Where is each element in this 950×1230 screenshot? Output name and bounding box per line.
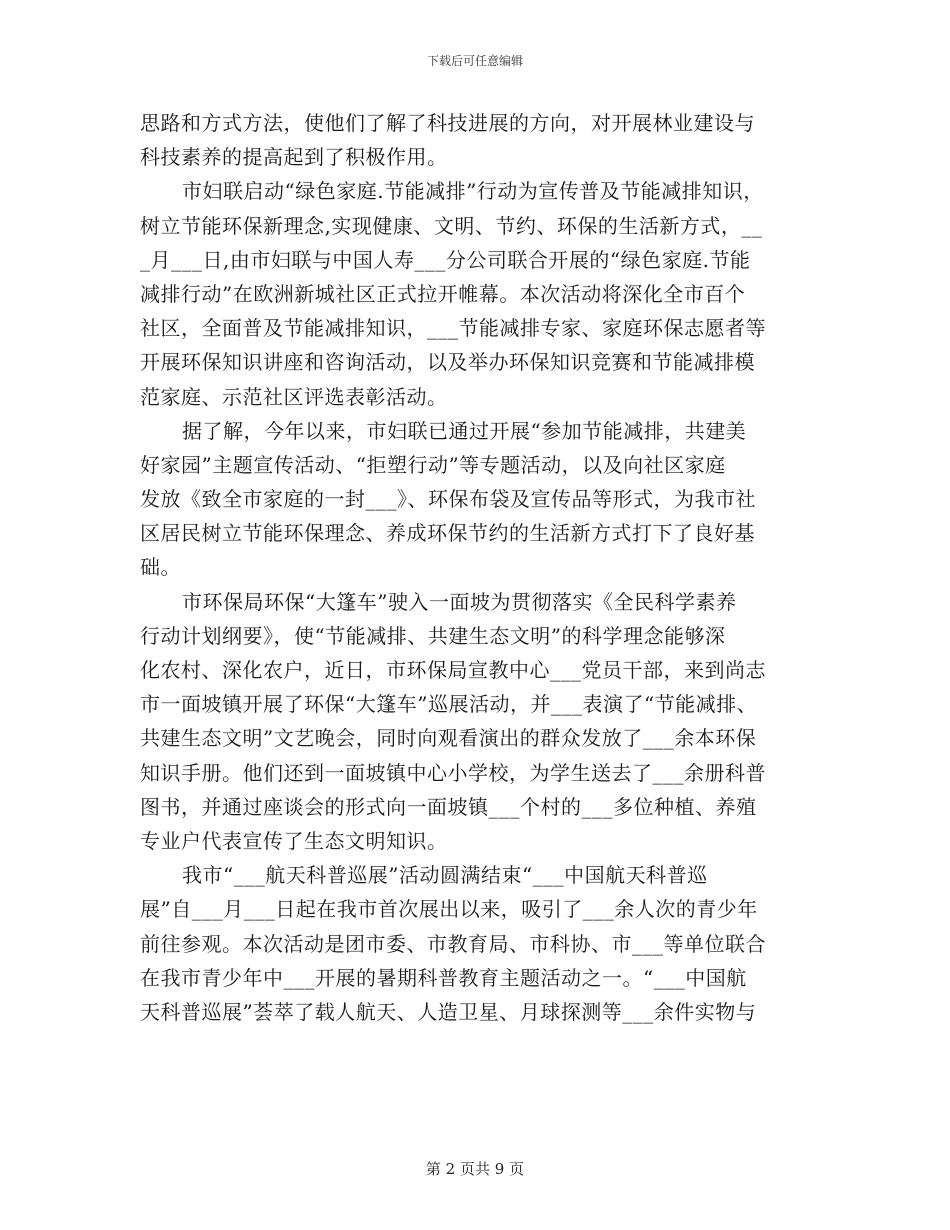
text-line: _月___日,由市妇联与中国人寿___分公司联合开展的“绿色家庭.节能 (140, 247, 751, 272)
paragraph (140, 585, 812, 859)
text-line: 区居民树立节能环保理念、养成环保节约的生活新方式打下了良好基 (140, 521, 755, 546)
text-line: 科技素养的提高起到了积极作用。 (140, 145, 448, 170)
paragraph (140, 106, 812, 174)
text-line: 展”自___月___日起在我市首次展出以来，吸引了___余人次的青少年 (140, 897, 758, 922)
text-line: 发放《致全市家庭的一封___》、环保布袋及宣传品等形式，为我市社 (140, 487, 756, 512)
paragraph (140, 858, 812, 1029)
text-line: 社区，全面普及节能减排知识，___节能减排专家、家庭环保志愿者等 (140, 316, 766, 341)
text-line: 天科普巡展”荟萃了载人航天、人造卫星、月球探测等___余件实物与 (140, 999, 757, 1024)
text-line: 化农村、深化农户，近日，市环保局宣教中心___党员干部，来到尚志 (140, 658, 766, 682)
text-line: 前往参观。本次活动是团市委、市教育局、市科协、市___等单位联合 (140, 931, 766, 956)
text-line: 行动计划纲要》，使“节能减排、共建生态文明”的科学理念能够深 (140, 623, 726, 648)
text-line: 树立节能环保新理念,实现健康、文明、节约、环保的生活新方式，__ (140, 213, 763, 238)
text-line: 好家园”主题宣传活动、“拒塑行动”等专题活动，以及向社区家庭 (140, 452, 726, 477)
text-line: 图书，并通过座谈会的形式向一面坡镇___个村的___多位种植、养殖 (140, 794, 757, 819)
text-line: 思路和方式方法，使他们了解了科技进展的方向，对开展林业建设与 (140, 111, 755, 135)
text-line: 专业户代表宣传了生态文明知识。 (140, 828, 448, 853)
text-line: 开展环保知识讲座和咨询活动，以及举办环保知识竞赛和节能减排模 (140, 350, 755, 375)
text-line: 市环保局环保“大篷车”驶入一面坡为贯彻落实《全民科学素养 (182, 589, 737, 614)
text-line: 减排行动”在欧洲新城社区正式拉开帷幕。本次活动将深化全市百个 (140, 281, 746, 306)
text-line: 在我市青少年中___开展的暑期科普教育主题活动之一。“___中国航 (140, 965, 747, 990)
text-line: 知识手册。他们还到一面坡镇中心小学校，为学生送去了___余册科普 (140, 760, 766, 785)
text-line: 市妇联启动“绿色家庭.节能减排”行动为宣传普及节能减排知识， (182, 179, 764, 204)
paragraph (140, 414, 812, 585)
text-line: 我市“___航天科普巡展”活动圆满结束“___中国航天科普巡 (182, 863, 708, 888)
paragraph (140, 174, 812, 413)
text-line: 市一面坡镇开展了环保“大篷车”巡展活动，并___表演了“节能减排、 (140, 692, 758, 717)
page-footer: 第 2 页共 9 页 (425, 1160, 525, 1178)
text-line: 共建生态文明”文艺晚会，同时向观看演出的群众发放了___余本环保 (140, 726, 757, 751)
text-line: 据了解，今年以来，市妇联已通过开展“参加节能减排，共建美 (182, 418, 747, 443)
text-line: 础。 (140, 555, 181, 580)
text-line: 范家庭、示范社区评选表彰活动。 (140, 384, 448, 409)
document-body (140, 106, 812, 1029)
page-header: 下载后可任意编辑 (426, 54, 523, 68)
